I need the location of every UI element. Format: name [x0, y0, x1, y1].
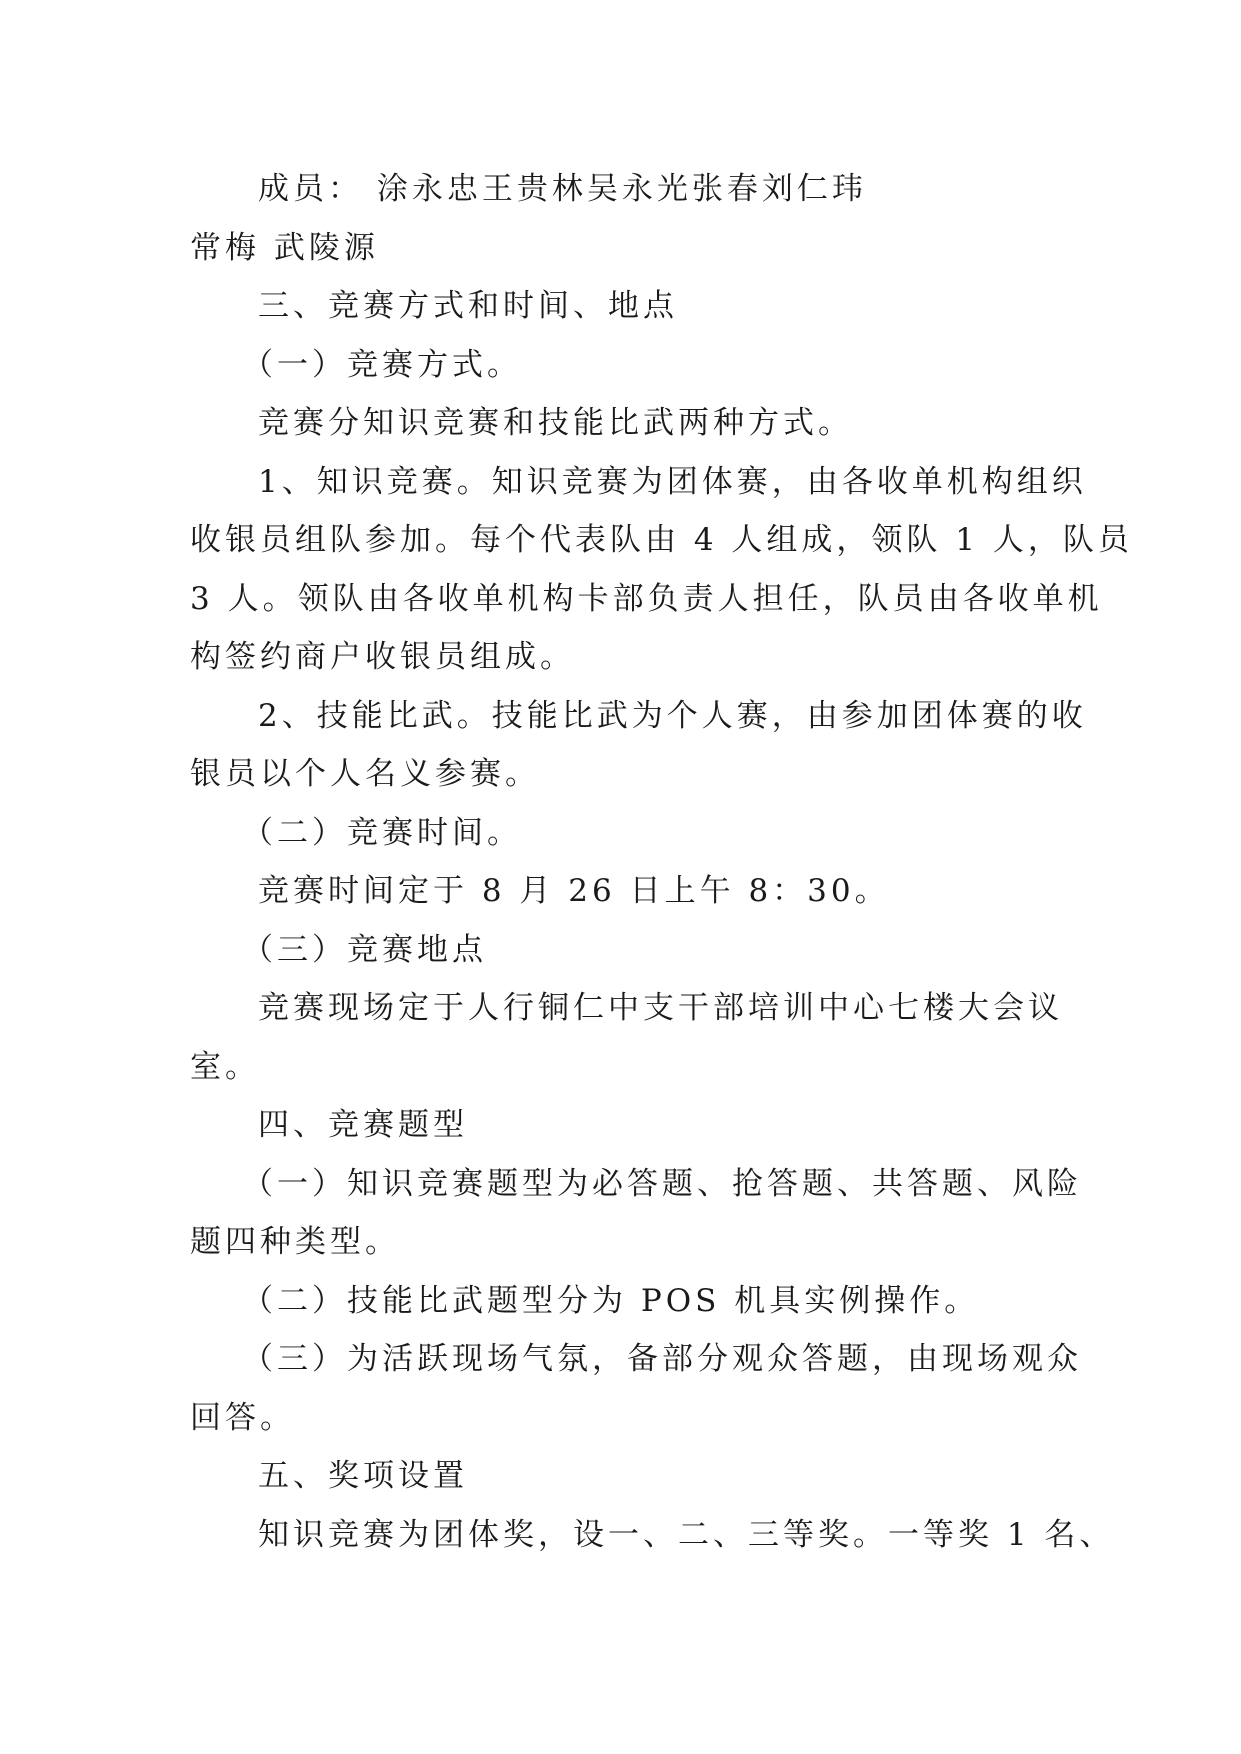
document-body [190, 160, 1133, 1564]
subsection-3-3-heading: （三）竞赛地点 [242, 931, 487, 968]
paragraph-line: 1、知识竞赛。知识竞赛为团体赛，由各收单机构组织 [258, 463, 1087, 500]
paragraph-line: 室。 [190, 1048, 260, 1085]
paragraph-line: （二）技能比武题型分为 POS 机具实例操作。 [242, 1282, 980, 1319]
paragraph-line: 竞赛现场定于人行铜仁中支干部培训中心七楼大会议 [258, 990, 1063, 1026]
paragraph-line: （一）知识竞赛题型为必答题、抢答题、共答题、风险 [242, 1165, 1082, 1202]
paragraph-line: 回答。 [190, 1399, 295, 1436]
subsection-3-2-heading: （二）竞赛时间。 [242, 814, 522, 851]
paragraph-line: 竞赛分知识竞赛和技能比武两种方式。 [258, 405, 853, 441]
paragraph-line: 银员以个人名义参赛。 [190, 756, 540, 792]
paragraph-line: 3 人。领队由各收单机构卡部负责人担任，队员由各收单机 [190, 580, 1103, 617]
members-line: 成员： 涂永忠王贵林吴永光张春刘仁玮 [258, 171, 867, 207]
paragraph-line: （三）为活跃现场气氛，备部分观众答题，由现场观众 [242, 1341, 1082, 1377]
paragraph-line: 题四种类型。 [190, 1224, 400, 1260]
paragraph-line: 知识竞赛为团体奖，设一、二、三等奖。一等奖 1 名、 [258, 1516, 1115, 1553]
members-continuation: 常梅 武陵源 [190, 229, 379, 266]
paragraph-line: 构签约商户收银员组成。 [190, 639, 575, 675]
paragraph-line: 2、技能比武。技能比武为个人赛，由参加团体赛的收 [258, 697, 1087, 734]
section-5-heading: 五、奖项设置 [258, 1458, 468, 1494]
subsection-3-1-heading: （一）竞赛方式。 [242, 346, 522, 383]
paragraph-line: 竞赛时间定于 8 月 26 日上午 8：30。 [258, 873, 890, 909]
section-3-heading: 三、竞赛方式和时间、地点 [258, 288, 678, 324]
section-4-heading: 四、竞赛题型 [258, 1107, 468, 1143]
paragraph-line: 收银员组队参加。每个代表队由 4 人组成，领队 1 人，队员 [190, 522, 1133, 558]
